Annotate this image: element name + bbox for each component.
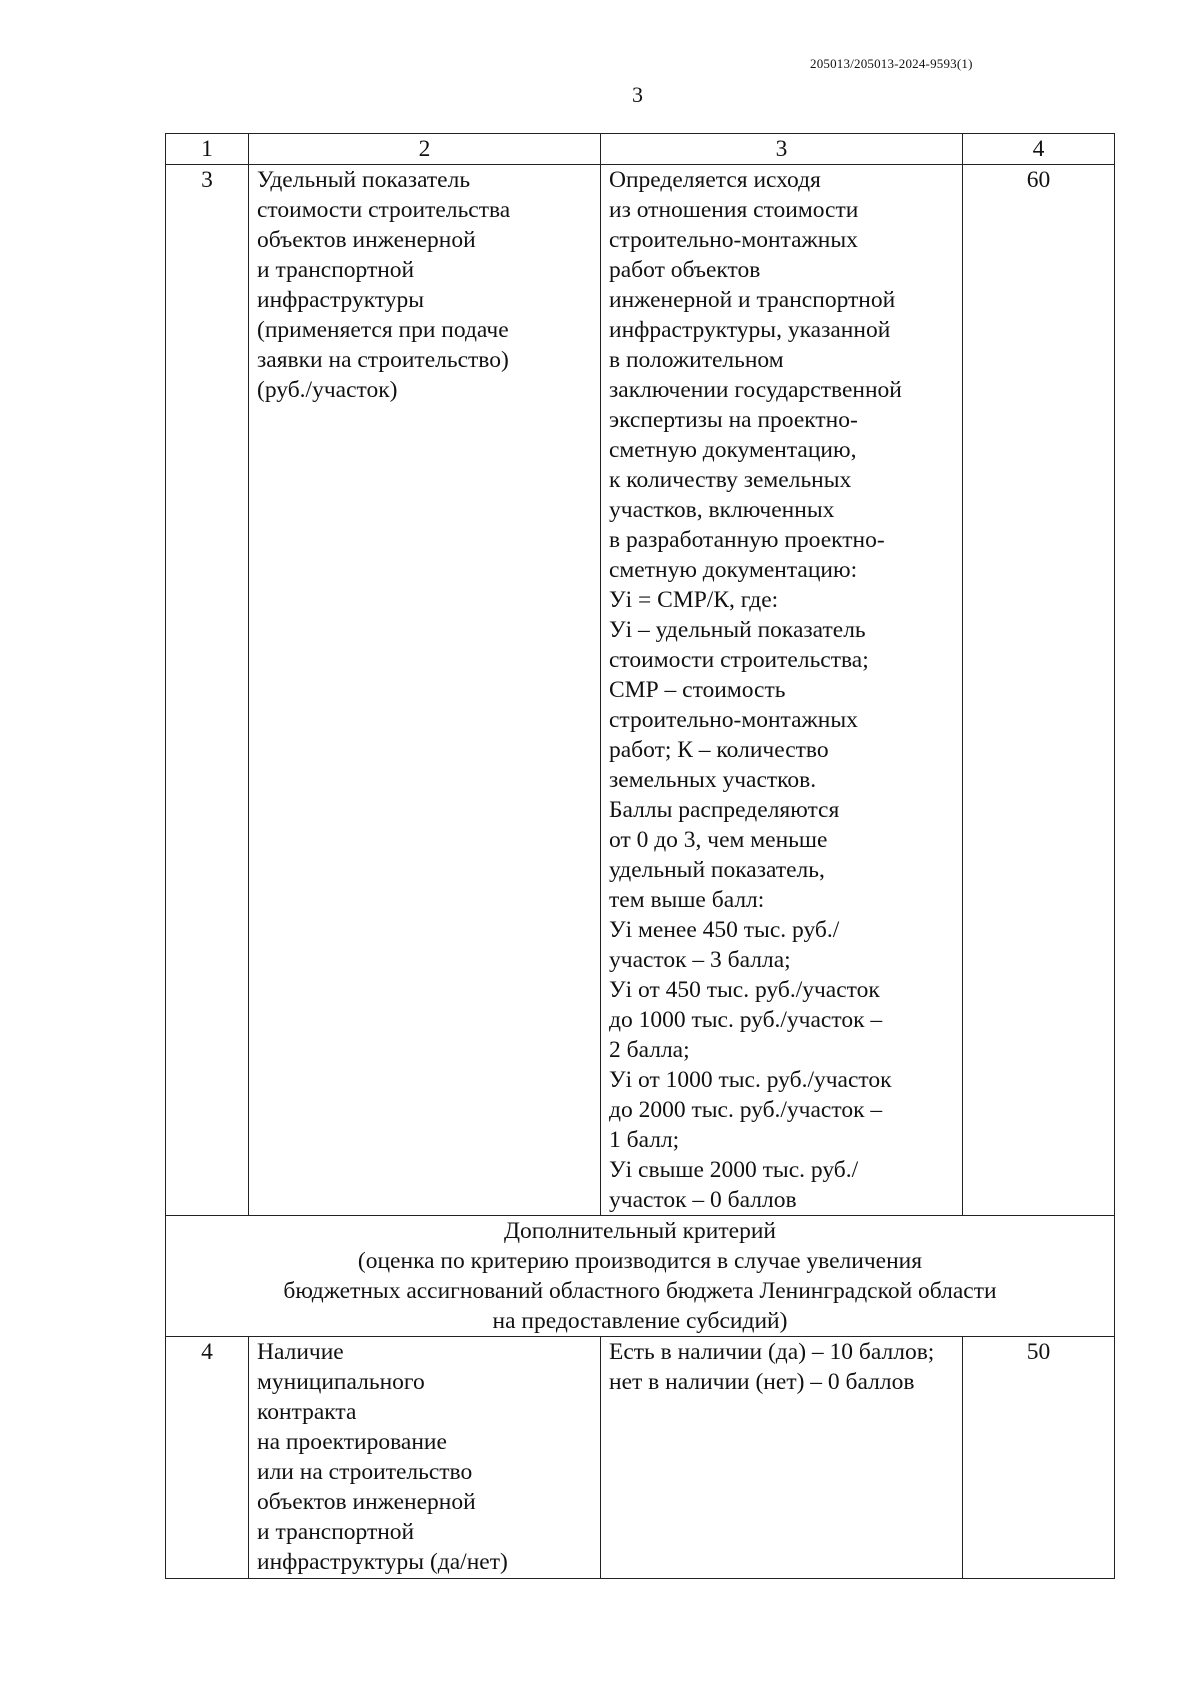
criterion-description: Определяется исходя из отношения стоимости строительно-монтажных работ объектов инженерной и транспортной инфраструктуры, указанной в положительном заключении государственной экспертизы на проектно- сметную документацию, к количеству земельных участков, включенных в разработанную проектно- сметную документацию: Уi = СМР/К, где: Уi – удельный показатель стоимости строительства; СМР – стоимость строительно-монтажных работ; К – количество земельных участков. Баллы распределяются от 0 до 3, чем меньше удельный показатель, тем выше балл: Уi менее 450 тыс. руб./ участок – 3 балла; Уi от 450 тыс. руб./участок до 1000 тыс. руб./участок – 2 балла; Уi от 1000 тыс. руб./участок до 2000 тыс. руб./участок – 1 балл; Уi свыше 2000 тыс. руб./ участок – 0 баллов	[601, 165, 963, 1216]
criterion-score: 60	[963, 165, 1115, 1216]
table-row	[166, 165, 1115, 1216]
header-cell-3: 3	[601, 134, 963, 165]
criterion-name: Удельный показатель стоимости строительства объектов инженерной и транспортной инфраструктуры (применяется при подаче заявки на строительство) (руб./участок)	[249, 165, 601, 1216]
header-cell-4: 4	[963, 134, 1115, 165]
header-cell-1: 1	[166, 134, 249, 165]
table-header-row	[166, 134, 1115, 165]
header-cell-2: 2	[249, 134, 601, 165]
section-heading-row	[166, 1216, 1115, 1337]
row-number: 3	[166, 165, 249, 1216]
page-number: 3	[632, 82, 643, 107]
row-number: 4	[166, 1337, 249, 1579]
table-row	[166, 1337, 1115, 1579]
criterion-score: 50	[963, 1337, 1115, 1579]
criterion-description: Есть в наличии (да) – 10 баллов; нет в наличии (нет) – 0 баллов	[601, 1337, 963, 1579]
criteria-table	[165, 133, 1115, 1579]
criterion-name: Наличие муниципального контракта на проектирование или на строительство объектов инженерной и транспортной инфраструктуры (да/нет)	[249, 1337, 601, 1579]
section-heading: Дополнительный критерий (оценка по критерию производится в случае увеличения бюджетных ассигнований областного бюджета Ленинградской области на предоставление субсидий)	[166, 1216, 1115, 1337]
document-id: 205013/205013-2024-9593(1)	[810, 56, 973, 71]
